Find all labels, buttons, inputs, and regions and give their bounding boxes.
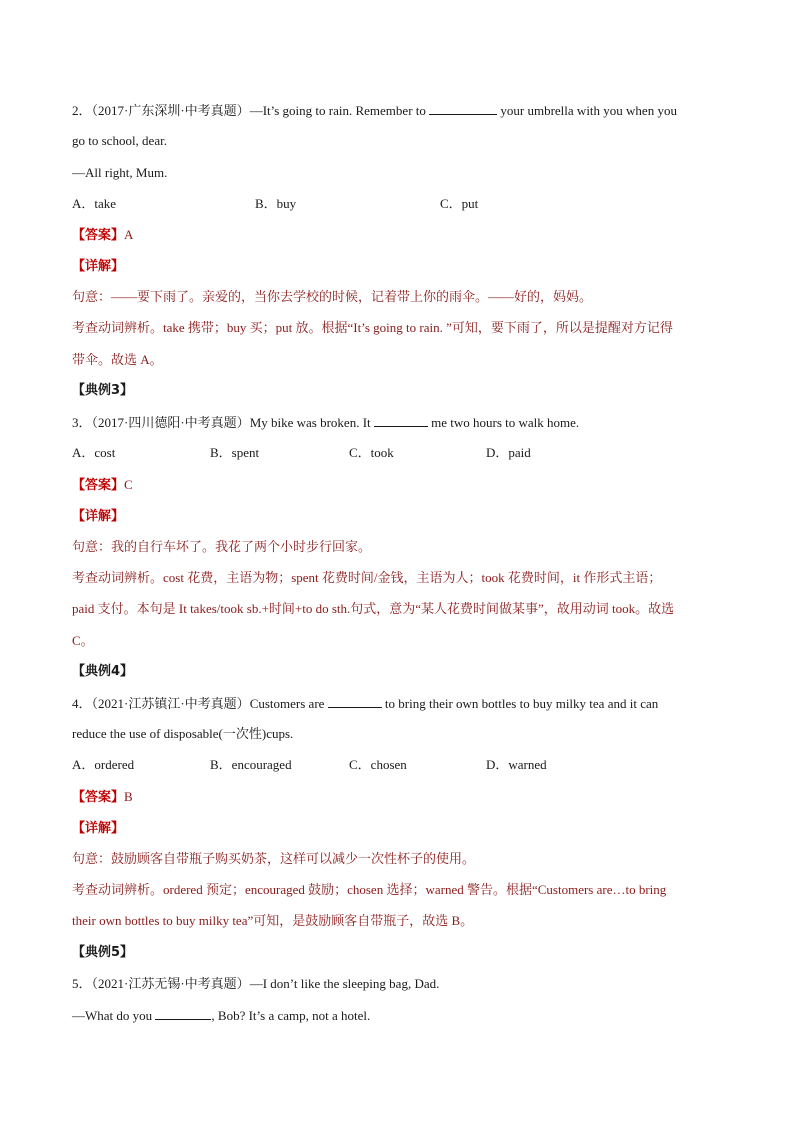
analysis-line-1: 考查动词辨析。ordered 预定；encouraged 鼓励；chosen 选择；warned 警告。根据“Customers are…to bring [72, 882, 667, 897]
answer-tag: 【答案】 [72, 478, 125, 493]
answer-line [72, 788, 133, 807]
answer-blank [155, 1006, 211, 1020]
example-heading: 【典例3】 [72, 383, 134, 398]
sentence-meaning: 句意：鼓励顾客自带瓶子购买奶茶，这样可以减少一次性杯子的使用。 [72, 851, 476, 866]
question-source: （2021·江苏无锡·中考真题） [91, 976, 250, 991]
analysis-line-2: their own bottles to buy milky tea”可知，是鼓励顾客自带瓶子，故选 B。 [72, 913, 474, 928]
question-source: （2017·四川德阳·中考真题） [91, 415, 250, 430]
analysis-line-1: 考查动词辨析。cost 花费，主语为物；spent 花费时间/金钱，主语为人；took 花费时间，it 作形式主语； [72, 570, 662, 585]
question-source: （2021·江苏镇江·中考真题） [91, 696, 250, 711]
answer-line [72, 226, 133, 245]
answer-value: B [124, 789, 133, 804]
answer-blank [374, 413, 428, 427]
option-b: B．spent [210, 445, 260, 460]
option-b: B．buy [255, 196, 297, 211]
question-number: 4． [72, 696, 92, 711]
detail-tag: 【详解】 [72, 259, 125, 274]
question-2-stem: 2．（2017·广东深圳·中考真题）—It’s going to rain. Remember to your umbrella with you when you [72, 103, 677, 118]
analysis-line-3: C。 [72, 633, 94, 648]
question-number: 5． [72, 976, 92, 991]
option-c: C．took [349, 445, 394, 460]
question-4-line2: reduce the use of disposable(一次性)cups. [72, 726, 294, 741]
option-c: C．chosen [349, 757, 407, 772]
question-4-stem: 4．（2021·江苏镇江·中考真题）Customers are to bring their own bottles to buy milky tea and it can [72, 696, 659, 711]
option-b: B．encouraged [210, 757, 292, 772]
example-heading: 【典例4】 [72, 664, 134, 679]
sentence-meaning: 句意：我的自行车坏了。我花了两个小时步行回家。 [72, 539, 372, 554]
option-d: D．paid [486, 445, 531, 460]
sentence-meaning: 句意：——要下雨了。亲爱的，当你去学校的时候，记着带上你的雨伞。——好的，妈妈。 [72, 289, 593, 304]
option-a: A．cost [72, 445, 116, 460]
question-2-line3: —All right, Mum. [72, 165, 168, 180]
analysis-line-2: paid 支付。本句是 It takes/took sb.+时间+to do sth.句式，意为“某人花费时间做某事”，故用动词 took。故选 [72, 601, 675, 616]
answer-value: C [124, 477, 133, 492]
example-heading: 【典例5】 [72, 945, 134, 960]
question-number: 3． [72, 415, 92, 430]
analysis-line-2: 带伞。故选 A。 [72, 352, 163, 367]
question-5-stem: 5．（2021·江苏无锡·中考真题）—I don’t like the sleeping bag, Dad. [72, 976, 440, 991]
answer-line [72, 476, 133, 495]
option-d: D．warned [486, 757, 547, 772]
option-c: C．put [440, 196, 479, 211]
detail-tag: 【详解】 [72, 821, 125, 836]
option-a: A．ordered [72, 757, 135, 772]
answer-tag: 【答案】 [72, 228, 125, 243]
question-2-line2: go to school, dear. [72, 133, 167, 148]
question-number: 2． [72, 103, 92, 118]
answer-blank [328, 694, 382, 708]
question-5-line2: —What do you , Bob? It’s a camp, not a hotel. [72, 1008, 371, 1023]
answer-value: A [124, 227, 134, 242]
question-3-stem: 3．（2017·四川德阳·中考真题）My bike was broken. It me two hours to walk home. [72, 415, 580, 430]
analysis-line-1: 考查动词辨析。take 携带；buy 买；put 放。根据“It’s going to rain. ”可知，要下雨了，所以是提醒对方记得 [72, 320, 673, 335]
answer-tag: 【答案】 [72, 790, 125, 805]
answer-blank [429, 101, 497, 115]
option-a: A．take [72, 196, 117, 211]
question-source: （2017·广东深圳·中考真题） [91, 103, 250, 118]
detail-tag: 【详解】 [72, 509, 125, 524]
